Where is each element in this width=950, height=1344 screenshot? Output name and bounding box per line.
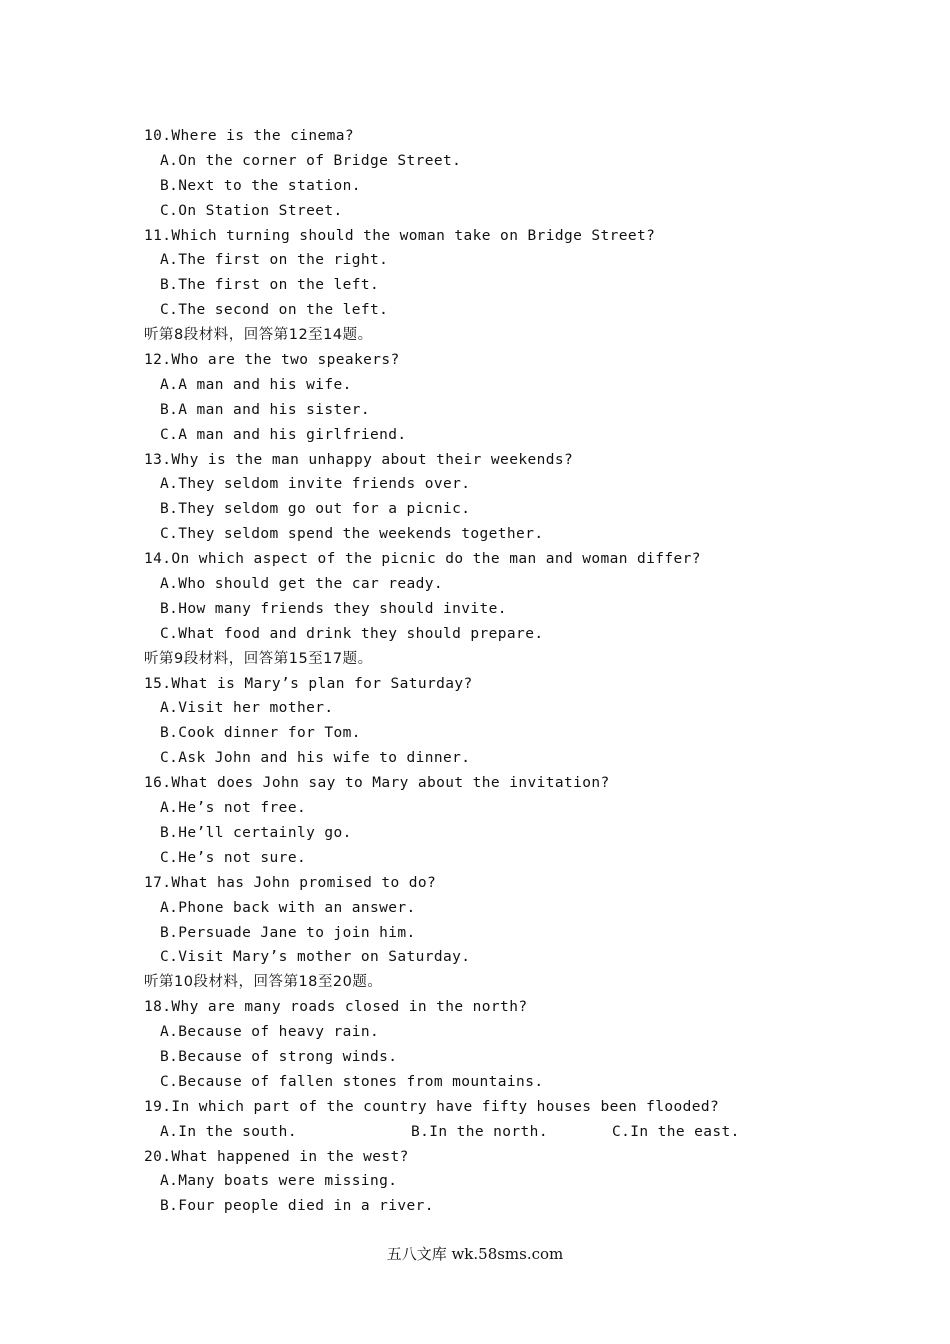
question-16-stem: 16.What does John say to Mary about the invitation?	[144, 775, 610, 792]
question-14-stem: 14.On which aspect of the picnic do the man and woman differ?	[144, 551, 701, 568]
section-10-header: 听第10段材料，回答第18至20题。	[144, 974, 383, 991]
question-12-option-c: C.A man and his girlfriend.	[160, 426, 407, 443]
question-10-stem: 10.Where is the cinema?	[144, 128, 354, 144]
question-15-option-a: A.Visit her mother.	[160, 700, 334, 717]
question-15-option-c: C.Ask John and his wife to dinner.	[160, 750, 471, 767]
question-10-option-c: C.On Station Street.	[160, 202, 343, 219]
question-10-option-b: B.Next to the station.	[160, 177, 361, 194]
question-17-stem: 17.What has John promised to do?	[144, 874, 437, 891]
question-list	[144, 124, 824, 1219]
question-13-option-b: B.They seldom go out for a picnic.	[160, 501, 471, 518]
question-19-option-a: A.In the south.	[160, 1123, 297, 1140]
question-17-option-a: A.Phone back with an answer.	[160, 899, 416, 916]
question-12-option-a: A.A man and his wife.	[160, 376, 352, 393]
question-12-option-b: B.A man and his sister.	[160, 401, 370, 418]
section-9-header: 听第9段材料，回答第15至17题。	[144, 650, 373, 667]
question-15-stem: 15.What is Mary’s plan for Saturday?	[144, 675, 473, 692]
question-20-stem: 20.What happened in the west?	[144, 1148, 409, 1165]
question-19-options	[144, 1120, 824, 1145]
question-18-stem: 18.Why are many roads closed in the north?	[144, 999, 528, 1016]
question-11-option-c: C.The second on the left.	[160, 302, 389, 319]
question-18-option-b: B.Because of strong winds.	[160, 1048, 398, 1065]
question-10-option-a: A.On the corner of Bridge Street.	[160, 152, 462, 169]
question-19-stem: 19.In which part of the country have fifty houses been flooded?	[144, 1098, 720, 1115]
question-20-option-b: B.Four people died in a river.	[160, 1198, 434, 1215]
question-19-option-c: C.In the east.	[612, 1123, 740, 1140]
question-14-option-b: B.How many friends they should invite.	[160, 600, 507, 617]
question-16-option-a: A.He’s not free.	[160, 800, 307, 817]
question-11-option-a: A.The first on the right.	[160, 252, 389, 269]
question-17-option-c: C.Visit Mary’s mother on Saturday.	[160, 949, 471, 966]
question-18-option-a: A.Because of heavy rain.	[160, 1024, 380, 1041]
section-8-header: 听第8段材料，回答第12至14题。	[144, 327, 373, 344]
question-13-stem: 13.Why is the man unhappy about their weekends?	[144, 451, 574, 468]
page-footer-watermark: 五八文库 wk.58sms.com	[386, 1245, 564, 1263]
question-13-option-c: C.They seldom spend the weekends together.	[160, 526, 544, 543]
question-14-option-a: A.Who should get the car ready.	[160, 576, 444, 593]
question-17-option-b: B.Persuade Jane to join him.	[160, 924, 416, 941]
question-14-option-c: C.What food and drink they should prepare.	[160, 625, 544, 642]
question-18-option-c: C.Because of fallen stones from mountains.	[160, 1073, 544, 1090]
question-19-option-b: B.In the north.	[411, 1123, 548, 1140]
question-11-stem: 11.Which turning should the woman take on Bridge Street?	[144, 227, 656, 244]
question-11-option-b: B.The first on the left.	[160, 277, 380, 294]
question-15-option-b: B.Cook dinner for Tom.	[160, 725, 361, 742]
question-16-option-b: B.He’ll certainly go.	[160, 824, 352, 841]
question-12-stem: 12.Who are the two speakers?	[144, 352, 400, 369]
question-13-option-a: A.They seldom invite friends over.	[160, 476, 471, 493]
question-16-option-c: C.He’s not sure.	[160, 849, 307, 866]
question-20-option-a: A.Many boats were missing.	[160, 1173, 398, 1190]
